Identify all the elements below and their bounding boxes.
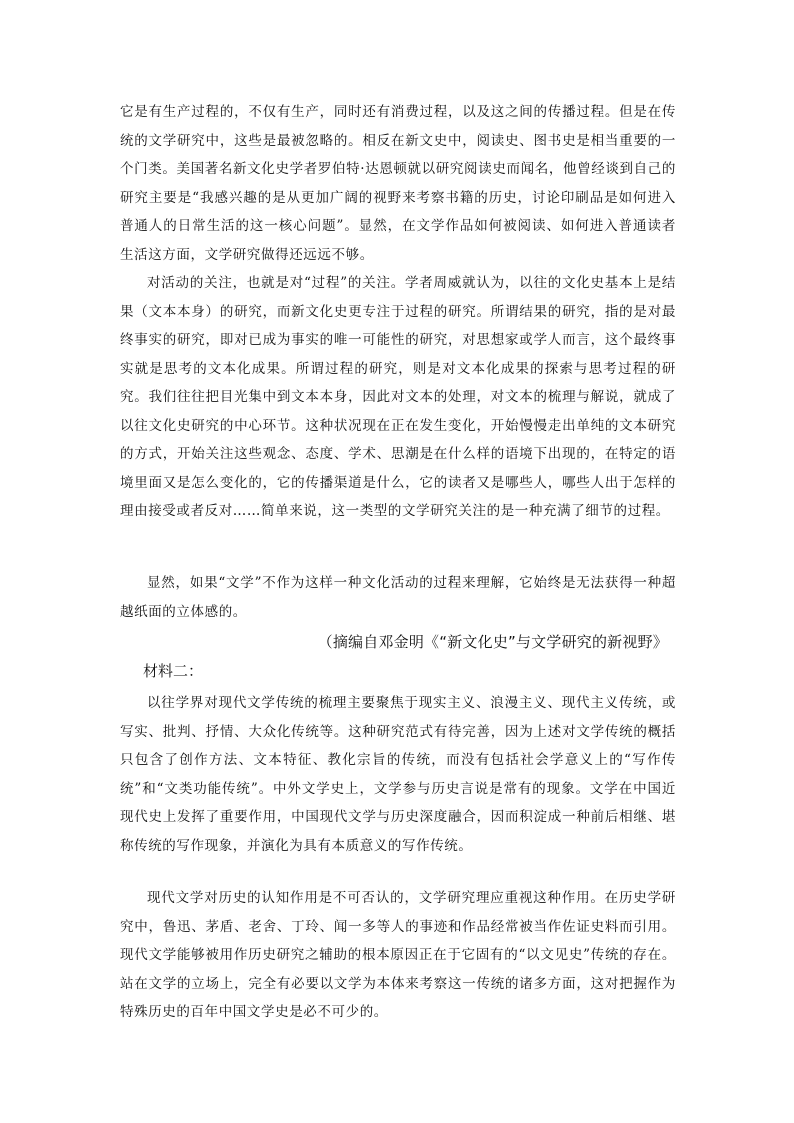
material1-paragraph-1: 它是有生产过程的，不仅有生产，同时还有消费过程，以及这之间的传播过程。但是在传统的文学研究中，这些是最被忽略的。相反在新文史中，阅读史、图书史是相当重要的一个门类。美国著名新文化史学者罗伯特·达恩顿就以研究阅读史而闻名，他曾经谈到自己的研究主要是“我感兴趣的是从更加广阔的视野来考察书籍的历史，讨论印刷品是如何进入普通人的日常生活的这一核心问题”。显然，在文学作品如何被阅读、如何进入普通读者生活这方面，文学研究做得还远远不够。 xyxy=(120,104,676,263)
material2-paragraph-2: 现代文学对历史的认知作用是不可否认的，文学研究理应重视这种作用。在历史学研究中，鲁迅、茅盾、老舍、丁玲、闻一多等人的事迹和作品经常被当作佐证史料而引用。现代文学能够被用作历史研究之辅助的根本原因正在于它固有的“以文见史”传统的存在。站在文学的立场上，完全有必要以文学为本体来考察这一传统的诸多方面，这对把握作为特殊历史的百年中国文学史是必不可少的。 xyxy=(120,890,676,1020)
material1-paragraph-2: 对活动的关注，也就是对“过程”的关注。学者周威就认为，以往的文化史基本上是结果（文本本身）的研究，而新文化史更专注于过程的研究。所谓结果的研究，指的是对最终事实的研究，即对已成为事实的唯一可能性的研究，对思想家或学人而言，这个最终事实就是思考的文本化成果。所谓过程的研究，则是对文本化成果的探索与思考过程的研究。我们往往把目光集中到文本本身，因此对文本的处理，对文本的梳理与解说，就成了以往文化史研究的中心环节。这种状况现在正在发生变化，开始慢慢走出单纯的文本研究的方式，开始关注这些观念、态度、学术、思潮是在什么样的语境下出现的，在特定的语境里面又是怎么变化的，它的传播渠道是什么，它的读者又是哪些人，哪些人出于怎样的理由接受或者反对……简单来说，这一类型的文学研究关注的是一种充满了细节的过程。 xyxy=(120,275,676,519)
material2-heading: 材料二： xyxy=(143,662,204,680)
source-citation: （摘编自邓金明《“新文化史”与文学研究的新视野》 xyxy=(317,633,668,651)
material1-paragraph-3: 显然，如果“文学”不作为这样一种文化活动的过程来理解，它始终是无法获得一种超越纸面的立体感的。 xyxy=(120,575,676,620)
material2-paragraph-1: 以往学界对现代文学传统的梳理主要聚焦于现实主义、浪漫主义、现代主义传统，或写实、批判、抒情、大众化传统等。这种研究范式有待完善，因为上述对文学传统的概括只包含了创作方法、文本特征、教化宗旨的传统，而没有包括社会学意义上的“写作传统”和“文类功能传统”。中外文学史上，文学参与历史言说是常有的现象。文学在中国近现代史上发挥了重要作用，中国现代文学与历史深度融合，因而积淀成一种前后相继、堪称传统的写作现象，并演化为具有本质意义的写作传统。 xyxy=(120,695,676,854)
